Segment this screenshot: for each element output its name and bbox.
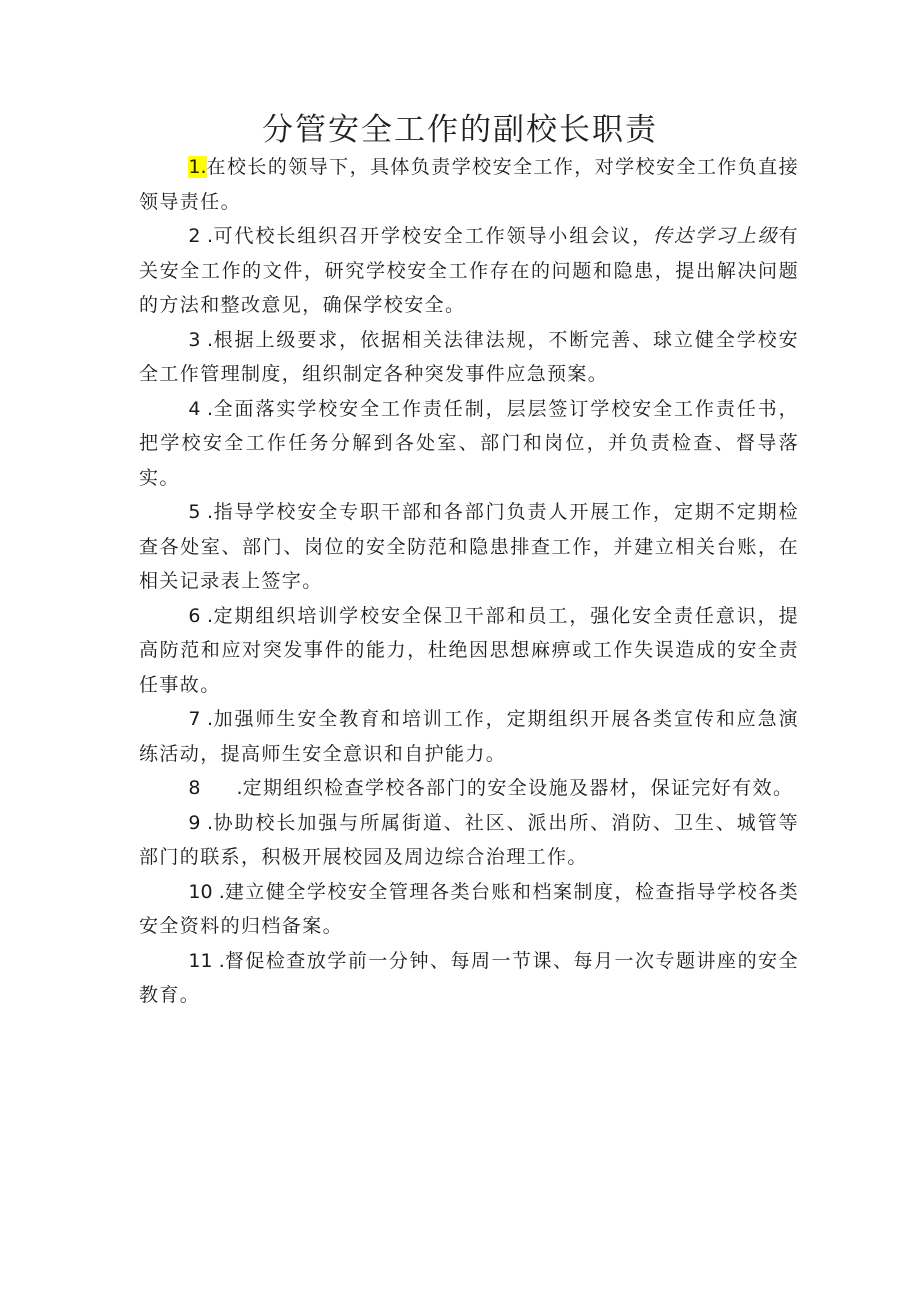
item-number: 9 . — [188, 811, 214, 834]
item-number: 4 . — [188, 397, 214, 420]
list-item — [139, 219, 799, 323]
item-text: 可代校长组织召开学校安全工作领导小组会议， — [213, 225, 654, 247]
item-text-continued: 有关安全工作的文件，研究学校安全工作存在的问题和隐患，提出解决问题的方法和整改意见，确保学校安全。 — [139, 225, 799, 316]
list-item — [139, 806, 799, 875]
item-text: 在校长的领导下，具体负责学校安全工作，对学校安全工作负直接领导责任。 — [139, 156, 799, 213]
item-number: 1. — [188, 156, 207, 178]
item-text: 根据上级要求，依据相关法律法规，不断完善、球立健全学校安全工作管理制度，组织制定各种突发事件应急预案。 — [139, 328, 799, 385]
item-number: 11 . — [188, 949, 225, 972]
item-text: 加强师生安全教育和培训工作，定期组织开展各类宣传和应急演练活动，提高师生安全意识和自护能力。 — [139, 708, 799, 765]
item-number: 5 . — [188, 501, 214, 523]
document-body — [139, 150, 799, 1013]
list-item — [139, 944, 799, 1013]
item-text: 指导学校安全专职干部和各部门负责人开展工作，定期不定期检查各处室、部门、岗位的安全防范和隐患排查工作，并建立相关台账，在相关记录表上签字。 — [139, 501, 799, 592]
list-item — [139, 702, 799, 771]
item-number: 6 . — [188, 604, 214, 627]
item-text: 全面落实学校安全工作责任制，层层签订学校安全工作责任书，把学校安全工作任务分解到各处室、部门和岗位，并负责检查、督导落实。 — [139, 397, 799, 489]
list-item — [139, 495, 799, 599]
list-item — [139, 150, 799, 219]
item-number: 7 . — [188, 708, 214, 730]
item-number: 2 . — [188, 225, 214, 247]
item-text-italic: 传达学习上级 — [653, 225, 779, 247]
item-number: 10 . — [188, 880, 225, 903]
list-item — [139, 323, 799, 392]
item-text: 定期组织检查学校各部门的安全设施及器材，保证完好有效。 — [242, 777, 794, 799]
list-item — [139, 875, 799, 944]
item-text: 督促检查放学前一分钟、每周一节课、每月一次专题讲座的安全教育。 — [139, 949, 799, 1006]
list-item — [139, 392, 799, 496]
list-item — [139, 771, 799, 806]
list-item — [139, 599, 799, 703]
item-text: 协助校长加强与所属街道、社区、派出所、消防、卫生、城管等部门的联系，积极开展校园及周边综合治理工作。 — [139, 811, 799, 868]
item-number: 8 . — [188, 777, 243, 799]
item-text: 定期组织培训学校安全保卫干部和员工，强化安全责任意识，提高防范和应对突发事件的能力，杜绝因思想麻痹或工作失误造成的安全责任事故。 — [139, 604, 799, 696]
document-title: 分管安全工作的副校长职责 — [262, 112, 658, 148]
item-text: 建立健全学校安全管理各类台账和档案制度，检查指导学校各类安全资料的归档备案。 — [139, 880, 799, 937]
item-number: 3 . — [188, 328, 214, 351]
